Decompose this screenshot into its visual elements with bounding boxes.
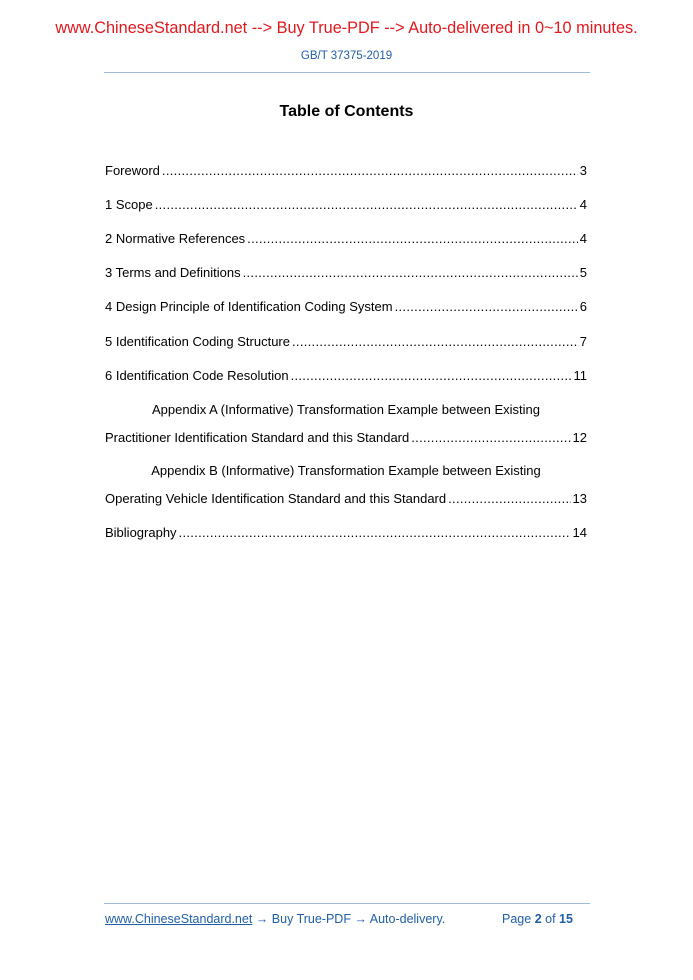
toc-entry-page: 14: [572, 525, 587, 540]
toc-appendix-b-heading[interactable]: Appendix B (Informative) Transformation Example between Existing: [151, 463, 541, 478]
toc-entry-page: 4: [579, 231, 587, 246]
toc-entry-label: 4 Design Principle of Identification Coding System: [105, 299, 393, 314]
toc-entry-page: 5: [579, 265, 587, 280]
toc-entry-label: 2 Normative References: [105, 231, 246, 246]
toc-entry-terms-definitions[interactable]: [105, 265, 587, 281]
toc-entry-page: 11: [573, 368, 587, 383]
toc-entry-page: 7: [579, 334, 587, 349]
standard-code: GB/T 37375-2019: [300, 50, 393, 62]
toc-leader-dots: [292, 334, 578, 350]
toc-leader-dots: [247, 231, 578, 247]
toc-entry-page: 12: [572, 430, 587, 445]
toc-entry-page: 4: [579, 197, 587, 212]
page-current: 2: [534, 912, 542, 926]
toc-leader-dots: [411, 430, 570, 446]
toc-leader-dots: [291, 368, 572, 384]
toc-entry-appendix-a[interactable]: [105, 430, 587, 446]
header-divider: [104, 72, 590, 73]
page-title: Table of Contents: [279, 103, 414, 120]
toc-entry-coding-structure[interactable]: [105, 334, 587, 350]
toc-entry-normative-references[interactable]: [105, 231, 587, 247]
footer-links: [105, 912, 445, 926]
toc-leader-dots: [155, 197, 578, 213]
toc-entry-page: 3: [579, 163, 587, 178]
page-word: Page: [502, 912, 532, 926]
toc-entry-foreword[interactable]: [105, 163, 587, 179]
toc-entry-label: Foreword: [105, 163, 160, 178]
toc-entry-label: 5 Identification Coding Structure: [105, 334, 290, 349]
toc-appendix-a-heading[interactable]: Appendix A (Informative) Transformation Example between Existing: [151, 402, 541, 417]
toc-leader-dots: [243, 265, 578, 281]
arrow-right-icon: →: [354, 912, 367, 926]
toc-leader-dots: [448, 491, 570, 507]
toc-entry-label: 6 Identification Code Resolution: [105, 368, 289, 383]
toc-entry-label: Operating Vehicle Identification Standard and this Standard: [105, 491, 447, 506]
toc-entry-label: 3 Terms and Definitions: [105, 265, 241, 280]
toc-entry-design-principle[interactable]: [105, 299, 587, 315]
of-word: of: [545, 912, 556, 926]
toc-entry-label: Practitioner Identification Standard and this Standard: [105, 430, 410, 445]
toc-leader-dots: [162, 163, 578, 179]
toc-leader-dots: [395, 299, 578, 315]
toc-entry-label: 1 Scope: [105, 197, 153, 212]
toc-leader-dots: [179, 525, 571, 541]
page-total: 15: [559, 912, 573, 926]
toc-entry-bibliography[interactable]: [105, 525, 587, 541]
footer-site-link[interactable]: www.ChineseStandard.net: [105, 912, 253, 926]
footer-buy-text: Buy True-PDF: [271, 912, 351, 926]
toc-entry-appendix-b[interactable]: [105, 491, 587, 507]
toc-entry-page: 13: [572, 491, 587, 506]
toc-entry-page: 6: [579, 299, 587, 314]
promo-banner[interactable]: www.ChineseStandard.net --> Buy True-PDF --> Auto-delivered in 0~10 minutes.: [55, 19, 638, 37]
footer-auto-text: Auto-delivery.: [369, 912, 446, 926]
toc-entry-code-resolution[interactable]: [105, 368, 587, 384]
arrow-right-icon: →: [255, 912, 269, 926]
toc-entry-scope[interactable]: [105, 197, 587, 213]
footer-divider: [104, 903, 590, 904]
page-indicator: [502, 912, 573, 926]
toc-entry-label: Bibliography: [105, 525, 177, 540]
